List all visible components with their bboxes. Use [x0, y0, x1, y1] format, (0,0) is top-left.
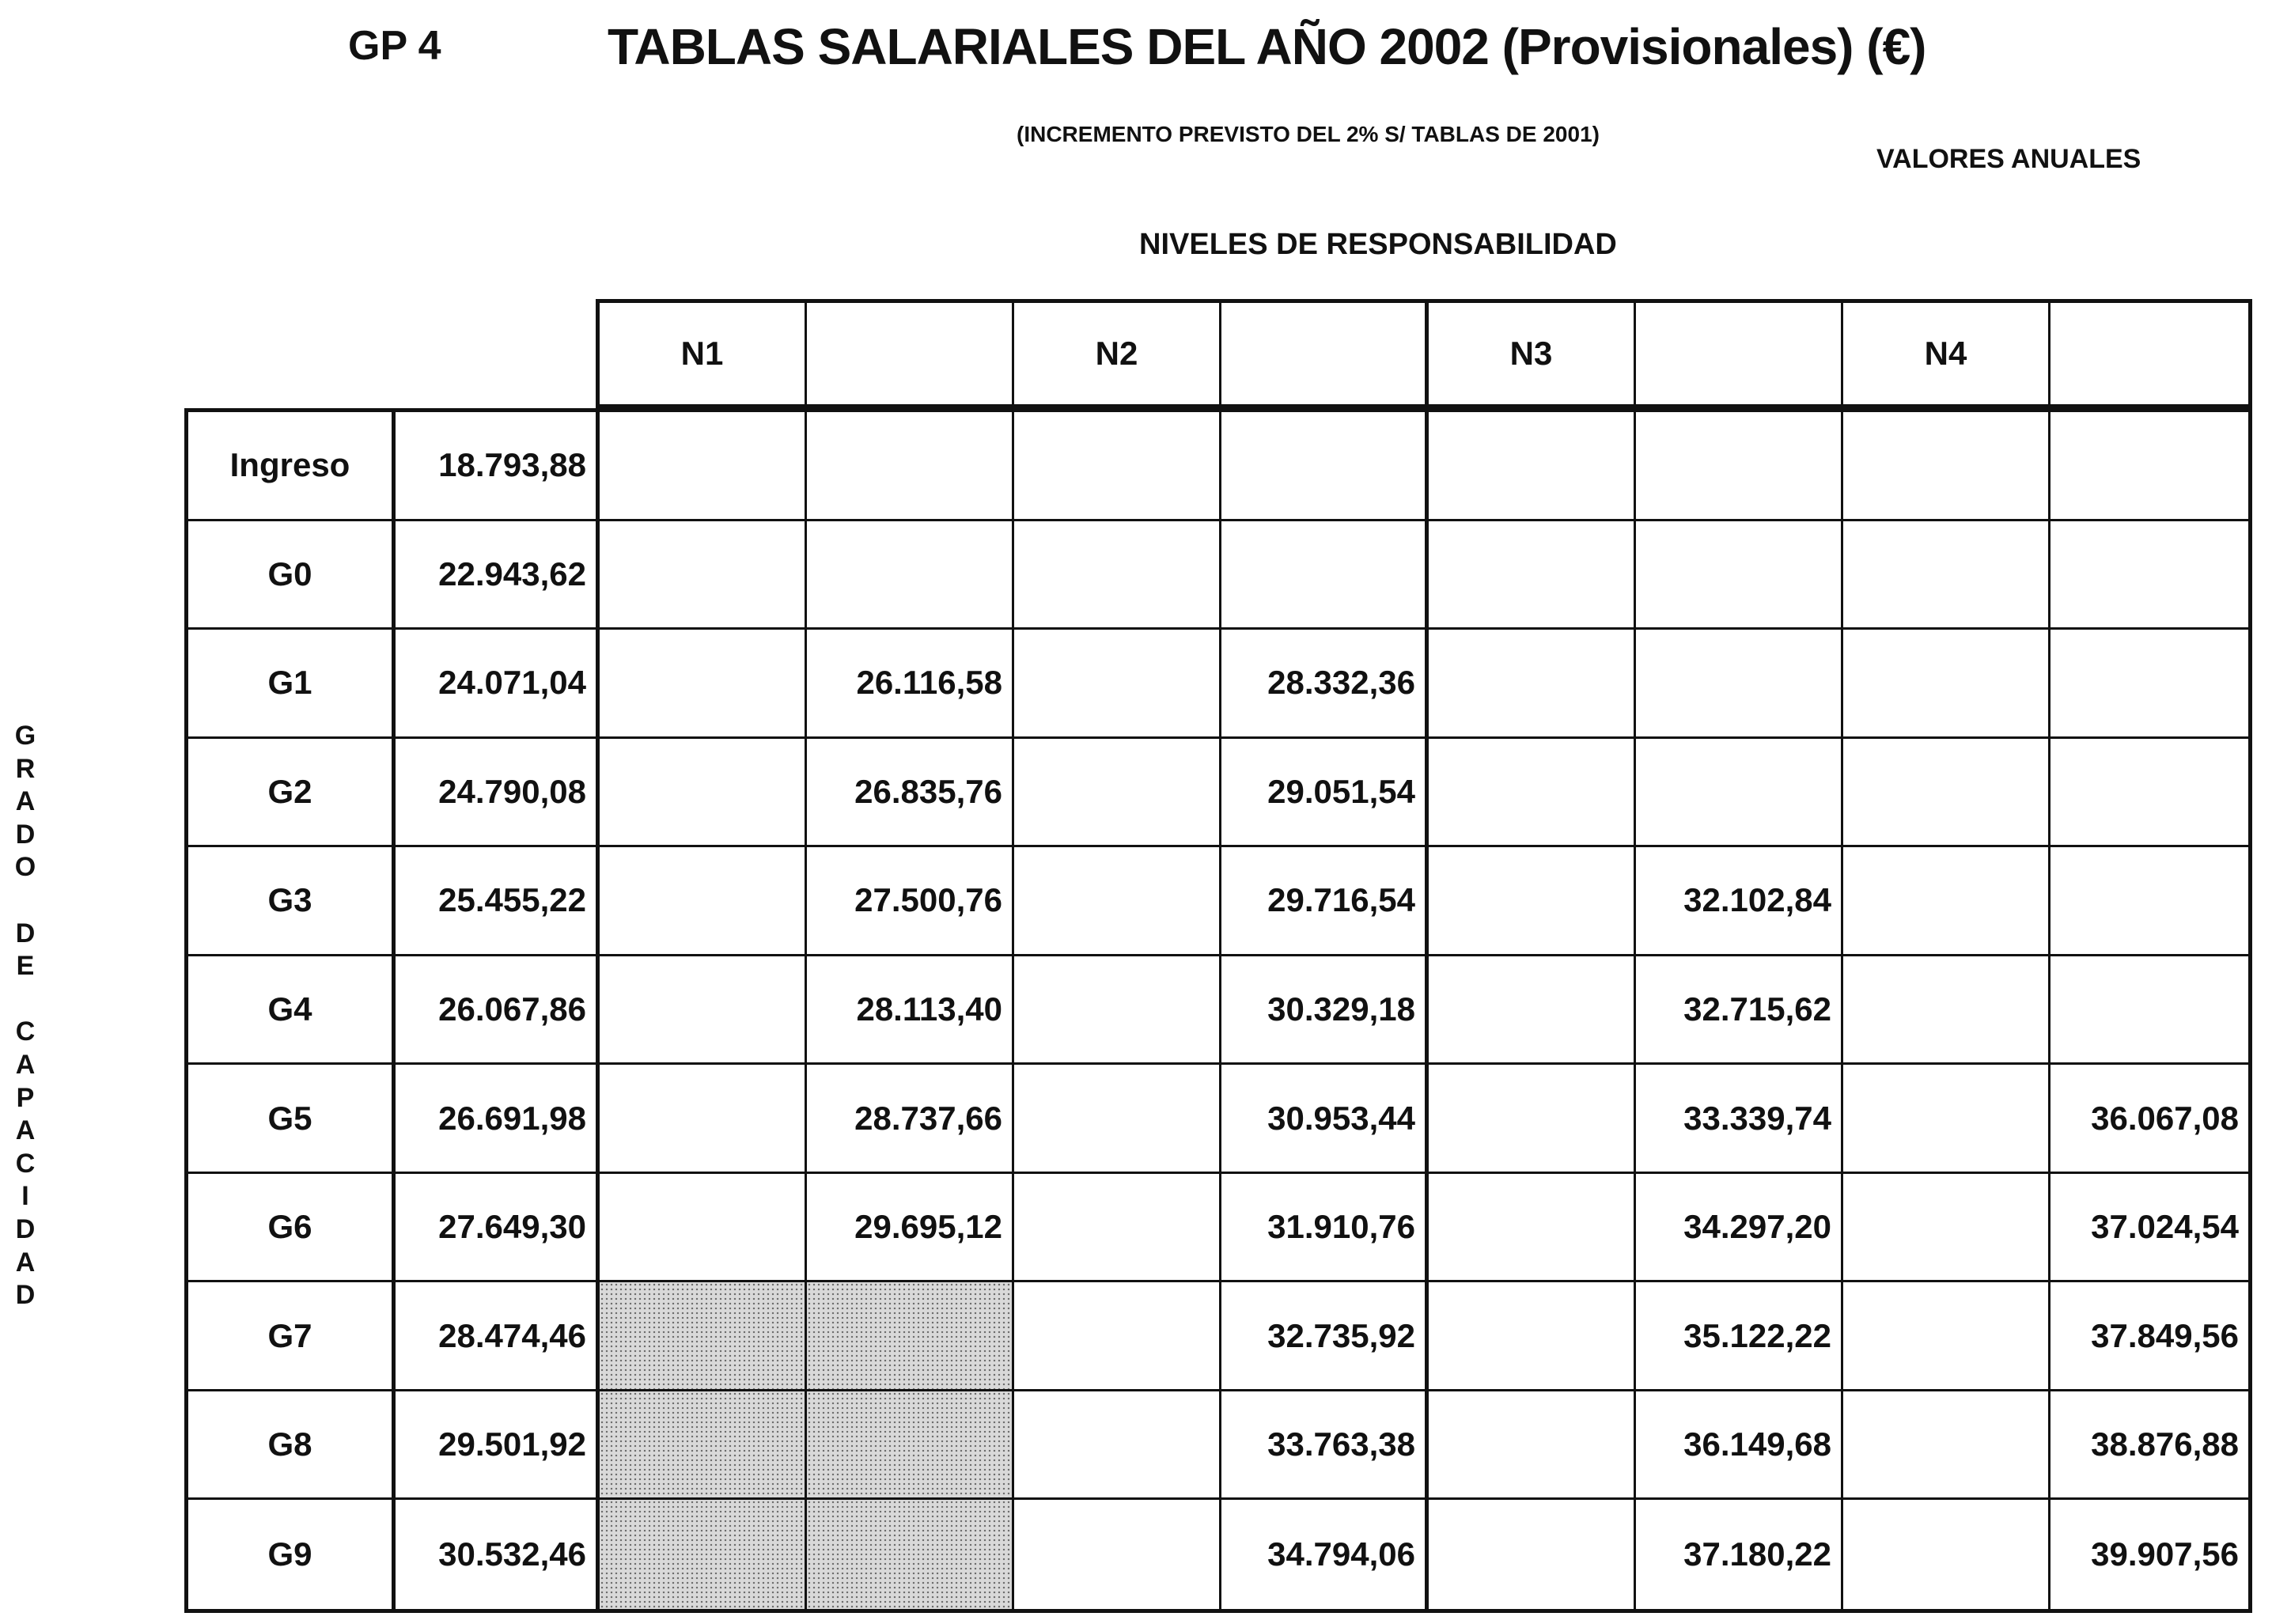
- header-n1: N1: [600, 303, 807, 404]
- empty-cell: [1014, 956, 1221, 1063]
- salary-cell-n3: [1636, 412, 1843, 519]
- salary-cell-base: 26.691,98: [396, 1065, 600, 1172]
- empty-cell: [600, 1391, 807, 1498]
- empty-cell: [600, 956, 807, 1063]
- side-gap: [8, 983, 43, 1016]
- empty-cell: [600, 521, 807, 628]
- salary-cell-base: 27.649,30: [396, 1174, 600, 1281]
- grade-label: G5: [188, 1065, 396, 1172]
- side-letter: E: [16, 951, 35, 982]
- empty-cell: [1429, 956, 1636, 1063]
- side-letter: R: [15, 753, 36, 784]
- empty-cell: [1843, 1065, 2050, 1172]
- subtitle: (INCREMENTO PREVISTO DEL 2% S/ TABLAS DE 2001): [1017, 122, 1600, 146]
- salary-cell-n4: [2050, 412, 2248, 519]
- header-n4-value: [2050, 303, 2248, 404]
- salary-table: [184, 408, 2252, 1613]
- salary-cell-n2: [1221, 521, 1429, 628]
- empty-cell: [1014, 1174, 1221, 1281]
- salary-cell-n1: [807, 1282, 1014, 1389]
- side-letter: D: [15, 1280, 36, 1311]
- salary-cell-n3: [1636, 630, 1843, 736]
- salary-cell-base: 30.532,46: [396, 1500, 600, 1609]
- grade-label: G0: [188, 521, 396, 628]
- empty-cell: [600, 1500, 807, 1609]
- salary-cell-base: 24.071,04: [396, 630, 600, 736]
- salary-cell-n4: [2050, 739, 2248, 846]
- grade-label: G3: [188, 847, 396, 954]
- empty-cell: [1429, 847, 1636, 954]
- annual-values-label: VALORES ANUALES: [1876, 144, 2141, 174]
- header-n2: N2: [1014, 303, 1221, 404]
- header-n3-value: [1636, 303, 1843, 404]
- salary-cell-n4: 39.907,56: [2091, 1535, 2239, 1573]
- salary-cell-base: 18.793,88: [396, 412, 600, 519]
- empty-cell: [1843, 521, 2050, 628]
- empty-cell: [600, 412, 807, 519]
- empty-cell: [1014, 1391, 1221, 1498]
- salary-cell-n1: 26.116,58: [807, 630, 1014, 736]
- empty-cell: [1429, 412, 1636, 519]
- side-letter: O: [14, 852, 36, 883]
- empty-cell: [1843, 847, 2050, 954]
- salary-cell-n1: 26.835,76: [807, 739, 1014, 846]
- table-row: [188, 412, 2248, 521]
- salary-cell-n4: 37.849,56: [2091, 1316, 2239, 1354]
- empty-cell: [600, 1174, 807, 1281]
- empty-cell: [1014, 521, 1221, 628]
- grade-label: G8: [188, 1391, 396, 1498]
- empty-cell: [1429, 630, 1636, 736]
- grade-label: G7: [188, 1282, 396, 1389]
- side-letter: A: [15, 1247, 36, 1278]
- salary-cell-n3: 36.149,68: [1636, 1391, 1843, 1498]
- salary-cell-base: 28.474,46: [396, 1282, 600, 1389]
- salary-cell-base: 29.501,92: [396, 1391, 600, 1498]
- capacity-grade-vertical-label: [8, 720, 43, 1312]
- grade-label: G2: [188, 739, 396, 846]
- empty-cell: [600, 1282, 807, 1389]
- empty-cell: [1843, 1174, 2050, 1281]
- salary-cell-n4: 37.024,54: [2091, 1208, 2239, 1246]
- salary-cell-n3: 32.102,84: [1636, 847, 1843, 954]
- salary-cell-n2: 28.332,36: [1221, 630, 1429, 736]
- empty-cell: [1843, 1282, 2050, 1389]
- empty-cell: [1429, 1065, 1636, 1172]
- empty-cell: [1843, 1391, 2050, 1498]
- salary-cell-n1: [807, 412, 1014, 519]
- empty-cell: [1843, 630, 2050, 736]
- salary-cell-base: 26.067,86: [396, 956, 600, 1063]
- side-gap: [8, 884, 43, 918]
- salary-cell-n4: [2050, 847, 2248, 954]
- empty-cell: [1429, 1391, 1636, 1498]
- header-n1-value: [807, 303, 1014, 404]
- table-row: [188, 1500, 2248, 1609]
- salary-cell-n3: 34.297,20: [1636, 1174, 1843, 1281]
- grade-label: G9: [188, 1500, 396, 1609]
- empty-cell: [1429, 1174, 1636, 1281]
- empty-cell: [1843, 739, 2050, 846]
- side-letter: A: [15, 786, 36, 817]
- salary-cell-n2: 31.910,76: [1221, 1174, 1429, 1281]
- salary-cell-n4: [2050, 956, 2248, 1063]
- table-row: [188, 521, 2248, 630]
- empty-cell: [1014, 412, 1221, 519]
- empty-cell: [1014, 1065, 1221, 1172]
- salary-cell-n2: 32.735,92: [1221, 1282, 1429, 1389]
- salary-cell-n4: [2050, 630, 2248, 736]
- empty-cell: [600, 630, 807, 736]
- page-title: TABLAS SALARIALES DEL AÑO 2002 (Provisionales) (€): [608, 18, 1926, 75]
- salary-cell-n2: 29.051,54: [1221, 739, 1429, 846]
- table-row: [188, 1282, 2248, 1391]
- table-row: [188, 1065, 2248, 1174]
- empty-cell: [1429, 1282, 1636, 1389]
- salary-cell-n1: 27.500,76: [807, 847, 1014, 954]
- salary-cell-n1: 29.695,12: [807, 1174, 1014, 1281]
- empty-cell: [1014, 630, 1221, 736]
- salary-cell-n1: [807, 1391, 1014, 1498]
- side-letter: D: [15, 819, 36, 850]
- empty-cell: [1014, 847, 1221, 954]
- side-letter: P: [16, 1082, 35, 1113]
- grade-label: G1: [188, 630, 396, 736]
- grade-label: Ingreso: [188, 412, 396, 519]
- salary-cell-n4: 38.876,88: [2091, 1425, 2239, 1463]
- salary-cell-n1: [807, 1500, 1014, 1609]
- salary-cell-n2: 30.953,44: [1221, 1065, 1429, 1172]
- salary-cell-n3: 35.122,22: [1636, 1282, 1843, 1389]
- empty-cell: [1843, 956, 2050, 1063]
- empty-cell: [1014, 1500, 1221, 1609]
- salary-cell-n3: [1636, 739, 1843, 846]
- empty-cell: [600, 739, 807, 846]
- side-letter: G: [14, 721, 36, 751]
- salary-cell-n1: 28.113,40: [807, 956, 1014, 1063]
- salary-cell-n3: 32.715,62: [1636, 956, 1843, 1063]
- side-letter: D: [15, 1213, 36, 1244]
- header-n3: N3: [1429, 303, 1636, 404]
- salary-cell-base: 24.790,08: [396, 739, 600, 846]
- salary-cell-base: 25.455,22: [396, 847, 600, 954]
- salary-cell-n1: 28.737,66: [807, 1065, 1014, 1172]
- header-n2-value: [1221, 303, 1429, 404]
- salary-cell-n4: [2050, 521, 2248, 628]
- salary-cell-n4: 36.067,08: [2091, 1099, 2239, 1137]
- side-letter: D: [15, 918, 36, 948]
- empty-cell: [1429, 739, 1636, 846]
- side-letter: A: [15, 1049, 36, 1080]
- table-row: [188, 1391, 2248, 1501]
- salary-cell-n3: 33.339,74: [1636, 1065, 1843, 1172]
- table-row: [188, 1174, 2248, 1283]
- side-letter: C: [15, 1016, 36, 1047]
- side-letter: I: [21, 1181, 29, 1212]
- empty-cell: [1014, 1282, 1221, 1389]
- side-letter: A: [15, 1115, 36, 1146]
- empty-cell: [1014, 739, 1221, 846]
- salary-cell-n2: 30.329,18: [1221, 956, 1429, 1063]
- salary-cell-n3: 37.180,22: [1636, 1500, 1843, 1609]
- table-row: [188, 956, 2248, 1066]
- salary-cell-n1: [807, 521, 1014, 628]
- empty-cell: [1843, 1500, 2050, 1609]
- salary-cell-n3: [1636, 521, 1843, 628]
- empty-cell: [1429, 1500, 1636, 1609]
- empty-cell: [600, 847, 807, 954]
- table-row: [188, 739, 2248, 848]
- salary-cell-n2: 34.794,06: [1221, 1500, 1429, 1609]
- empty-cell: [600, 1065, 807, 1172]
- salary-cell-n2: 29.716,54: [1221, 847, 1429, 954]
- group-code: GP 4: [348, 23, 441, 69]
- header-n4: N4: [1843, 303, 2050, 404]
- level-header-row: [596, 299, 2252, 408]
- salary-cell-base: 22.943,62: [396, 521, 600, 628]
- salary-cell-n2: 33.763,38: [1221, 1391, 1429, 1498]
- empty-cell: [1843, 412, 2050, 519]
- empty-cell: [1429, 521, 1636, 628]
- salary-cell-n2: [1221, 412, 1429, 519]
- side-letter: C: [15, 1148, 36, 1179]
- grade-label: G4: [188, 956, 396, 1063]
- responsibility-levels-heading: NIVELES DE RESPONSABILIDAD: [1139, 228, 1617, 261]
- grade-label: G6: [188, 1174, 396, 1281]
- table-row: [188, 630, 2248, 739]
- table-row: [188, 847, 2248, 956]
